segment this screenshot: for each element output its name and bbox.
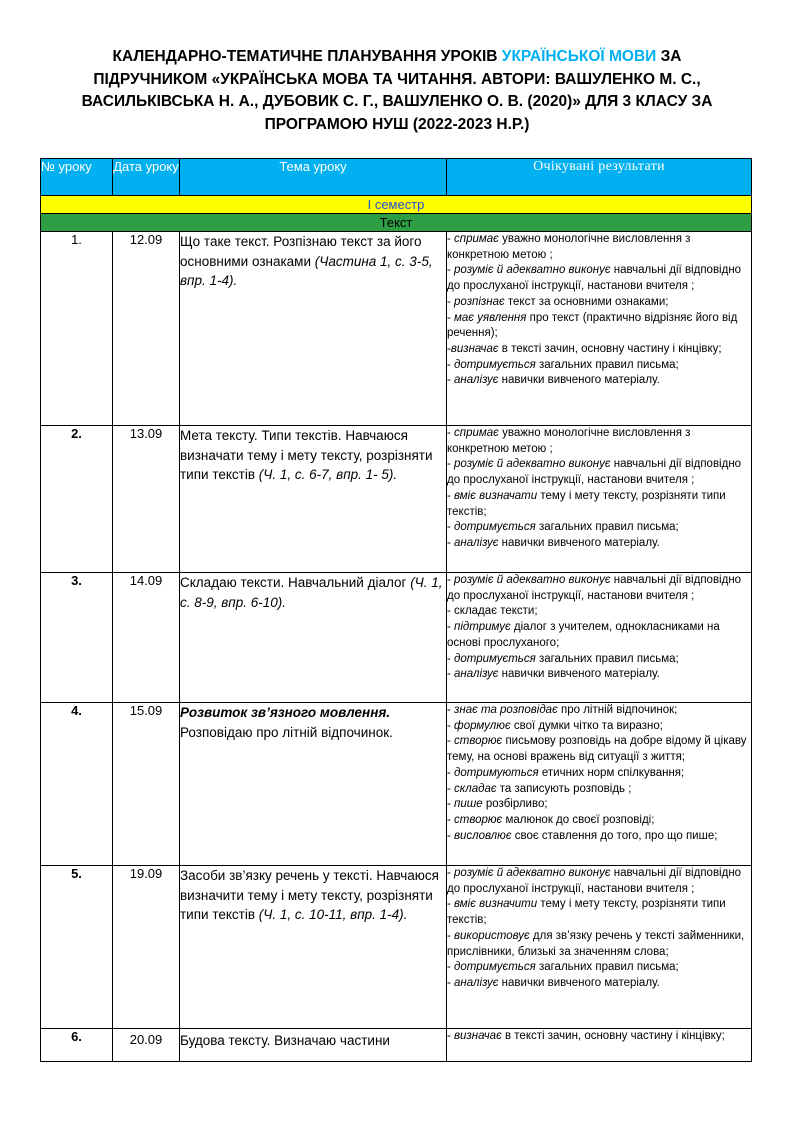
result-text: навчальні дії відповідно до прослуханої інструкції, настанови вчителя ; [447,574,742,602]
result-verb: аналізує [454,668,499,681]
result-item: - складає тексти; [447,605,538,618]
result-item: - аналізує навички вивченого матеріалу. [447,668,660,681]
result-item: - дотримується загальних правил письма; [447,358,679,371]
result-item: - висловлює своє ставлення до того, про що пише; [447,829,718,842]
lesson-number: 6. [41,1029,113,1062]
topic-text: Будова тексту. Визначаю частини [180,1033,390,1048]
page-title [60,46,734,136]
lesson-number: 5. [41,866,113,1029]
topic-text: Складаю тексти. Навчальний діалог [180,575,411,590]
topic-text: Розповідаю про літній відпочинок. [180,724,393,740]
lesson-topic [180,1029,447,1062]
result-verb: дотримується [454,521,536,534]
result-text: етичних норм спілкування; [538,766,685,779]
result-verb: спримає [454,427,499,439]
result-item: - спримає уважно монологічне висловлення з конкретною метою ; [447,233,691,261]
result-text: про текст (практично відрізняє його від речення); [447,311,738,340]
result-item: - дотримується загальних правил письма; [447,521,679,534]
result-item: - складає та записують розповідь ; [447,782,632,795]
result-verb: розпізнає [454,295,505,308]
header-lesson-date: Дата уроку [113,159,180,196]
title-part-2: ЗА ПІДРУЧНИКОМ «УКРАЇНСЬКА МОВА ТА ЧИТАННЯ. АВТОРИ: ВАШУЛЕНКО М. С., ВАСИЛЬКІВСЬКА Н. А., ДУБОВИК С. Г., ВАШУЛЕНКО О. В. (2020)» ДЛЯ 3 КЛАСУ ЗА ПРОГРАМОЮ НУШ (2022-2023 Н.Р.) [81,48,713,133]
result-item: - вміє визначати тему і мету тексту, розрізняти типи текстів; [447,489,726,518]
lesson-topic [180,703,447,866]
lesson-plan-table [40,158,752,1062]
result-verb: спримає [454,233,499,245]
lesson-topic [180,866,447,1029]
result-text: уважно монологічне висловлення з конкретною метою ; [447,427,691,455]
lesson-number: 3. [41,573,113,703]
result-verb: має уявлення [454,311,527,324]
result-verb: вміє визначити [454,898,538,911]
result-verb: знає та розповідає [454,704,558,716]
topic-reference: (Ч. 1, с. 10-11, впр. 1-4). [258,907,408,922]
result-item: - розуміє й адекватно виконує навчальні дії відповідно до прослуханої інструкції, настанови вчителя ; [447,574,742,602]
section-row [41,214,752,232]
result-text: та записують розповідь ; [496,782,632,795]
result-text: діалог з учителем, однокласниками на основі прослуханого; [447,621,720,649]
topic-reference: (Ч. 1, с. 6-7, впр. 1- 5). [258,467,398,482]
lesson-date: 13.09 [113,426,180,573]
table-row [41,232,752,426]
lesson-results [447,573,752,703]
result-verb: формулює [454,719,511,732]
result-item: - знає та розповідає про літній відпочинок; [447,704,678,716]
semester-row [41,196,752,214]
topic-reference: (Ч. 1, с. 8-9, впр. 6-10). [180,575,443,610]
result-verb: визначає [450,342,499,355]
topic-text: Що таке текст. Розпізнаю текст за його основними ознаками [180,234,422,269]
result-verb: висловлює [454,829,512,842]
result-item: - розуміє й адекватно виконує навчальні дії відповідно до прослуханої інструкції, настанови вчителя ; [447,867,742,895]
lesson-results [447,1029,752,1062]
lesson-results [447,866,752,1029]
result-text: навчальні дії відповідно до прослуханої інструкції, настанови вчителя ; [447,264,742,293]
result-item: - дотримується загальних правил письма; [447,652,679,665]
lesson-results [447,232,752,426]
result-item: - створює письмову розповідь на добре відому й цікаву тему, на основі вражень від ситуації з життя; [447,735,747,764]
table-row [41,573,752,703]
result-text: свої думки чітко та виразно; [510,719,663,732]
lesson-number: 4. [41,703,113,866]
result-text: загальних правил письма; [535,521,679,534]
result-text: навчальні дії відповідно до прослуханої інструкції, настанови вчителя ; [447,458,742,487]
lesson-number: 2. [41,426,113,573]
result-verb: складає [454,782,497,795]
result-text: навички вивченого матеріалу. [498,374,660,387]
result-item: - вміє визначити тему і мету тексту, розрізняти типи текстів; [447,898,726,927]
lesson-number: 1. [41,232,113,426]
result-item: - має уявлення про текст (практично відрізняє його від речення); [447,311,738,340]
result-text: тему і мету тексту, розрізняти типи текстів; [447,898,726,927]
result-text: для зв’язку речень у тексті займенники, прислівники, близькі за значенням слова; [447,929,745,958]
lesson-date: 12.09 [113,232,180,426]
result-verb: вміє визначати [454,489,538,502]
lesson-date: 19.09 [113,866,180,1029]
result-item: - використовує для зв’язку речень у тексті займенники, прислівники, близькі за значенням слова; [447,929,745,958]
result-item: - аналізує навички вивченого матеріалу. [447,976,660,989]
lesson-topic [180,426,447,573]
result-item: - аналізує навички вивченого матеріалу. [447,536,660,549]
result-text: навички вивченого матеріалу. [498,668,660,681]
table-row [41,703,752,866]
result-text: загальних правил письма; [535,961,679,974]
result-text: навчальні дії відповідно до прослуханої інструкції, настанови вчителя ; [447,867,742,895]
result-verb: розуміє й адекватно виконує [454,867,611,879]
topic-text: Мета тексту. Типи текстів. Навчаюся визначати тему і мету тексту, розрізняти типи текстів [180,428,433,482]
result-item: - розпізнає текст за основними ознаками; [447,295,669,308]
result-text: загальних правил письма; [535,652,679,665]
result-verb: використовує [454,929,530,942]
result-item: -визначає в тексті зачин, основну частину і кінцівку; [447,342,722,355]
result-item: - дотримуються етичних норм спілкування; [447,766,685,779]
header-lesson-topic: Тема уроку [180,159,447,196]
result-item: - створює малюнок до своєї розповіді; [447,813,655,826]
result-text: загальних правил письма; [535,358,679,371]
result-text: в тексті зачин, основну частину і кінцівку; [501,1030,725,1042]
semester-label: І семестр [41,196,752,214]
result-verb: розуміє й адекватно виконує [454,574,611,586]
result-verb: дотримується [454,358,536,371]
result-item: - пише розбірливо; [447,798,548,811]
topic-heading: Розвиток зв’язного мовлення. [180,705,391,720]
result-text: розбірливо; [482,798,548,811]
result-verb: визначає [454,1030,502,1042]
result-verb: дотримується [454,652,536,665]
result-item: - розуміє й адекватно виконує навчальні дії відповідно до прослуханої інструкції, настанови вчителя ; [447,458,742,487]
result-text: текст за основними ознаками; [504,295,669,308]
result-verb: підтримує [454,621,511,634]
lesson-date: 15.09 [113,703,180,866]
result-text: навички вивченого матеріалу. [498,536,660,549]
section-label: Текст [41,214,752,232]
result-verb: створює [454,813,503,826]
header-expected-results: Очікувані результати [447,159,752,196]
result-text: малюнок до своєї розповіді; [502,813,655,826]
topic-text: Засоби зв’язку речень у тексті. Навчаюся визначити тему і мету тексту, розрізняти типи текстів [180,868,439,922]
result-item: - дотримується загальних правил письма; [447,961,679,974]
header-row [41,159,752,196]
result-verb: розуміє й адекватно виконує [454,264,611,277]
title-highlight: УКРАЇНСЬКОЇ МОВИ [501,48,657,65]
result-verb: пише [454,798,483,811]
result-item: - спримає уважно монологічне висловлення з конкретною метою ; [447,427,691,455]
result-verb: дотримується [454,961,536,974]
table-row [41,1029,752,1062]
result-text: уважно монологічне висловлення з конкретною метою ; [447,233,691,261]
lesson-results [447,703,752,866]
result-verb: дотримуються [454,766,539,779]
result-verb: аналізує [454,976,499,989]
topic-reference: (Частина 1, с. 3-5, впр. 1-4). [180,253,433,288]
result-item: - визначає в тексті зачин, основну частину і кінцівку; [447,1030,725,1042]
result-text: тему і мету тексту, розрізняти типи текстів; [447,489,726,518]
result-verb: аналізує [454,374,499,387]
result-text: складає тексти; [454,605,538,618]
lesson-date: 20.09 [113,1029,180,1062]
result-item: - формулює свої думки чітко та виразно; [447,719,663,732]
result-text: своє ставлення до того, про що пише; [511,829,718,842]
result-text: навички вивченого матеріалу. [498,976,660,989]
result-text: про літній відпочинок; [557,704,678,716]
header-lesson-number: № уроку [41,159,113,196]
title-part-1: КАЛЕНДАРНО-ТЕМАТИЧНЕ ПЛАНУВАННЯ УРОКІВ [112,48,502,65]
result-text: в тексті зачин, основну частину і кінцівку; [498,342,722,355]
result-item: - розуміє й адекватно виконує навчальні дії відповідно до прослуханої інструкції, настанови вчителя ; [447,264,742,293]
lesson-results [447,426,752,573]
result-item: - аналізує навички вивченого матеріалу. [447,374,660,387]
result-item: - підтримує діалог з учителем, однокласниками на основі прослуханого; [447,621,720,649]
lesson-topic [180,573,447,703]
table-row [41,866,752,1029]
table-row [41,426,752,573]
lesson-topic [180,232,447,426]
result-verb: аналізує [454,536,499,549]
result-verb: розуміє й адекватно виконує [454,458,611,471]
result-verb: створює [454,735,503,748]
lesson-date: 14.09 [113,573,180,703]
result-text: письмову розповідь на добре відому й цікаву тему, на основі вражень від ситуації з життя; [447,735,747,764]
